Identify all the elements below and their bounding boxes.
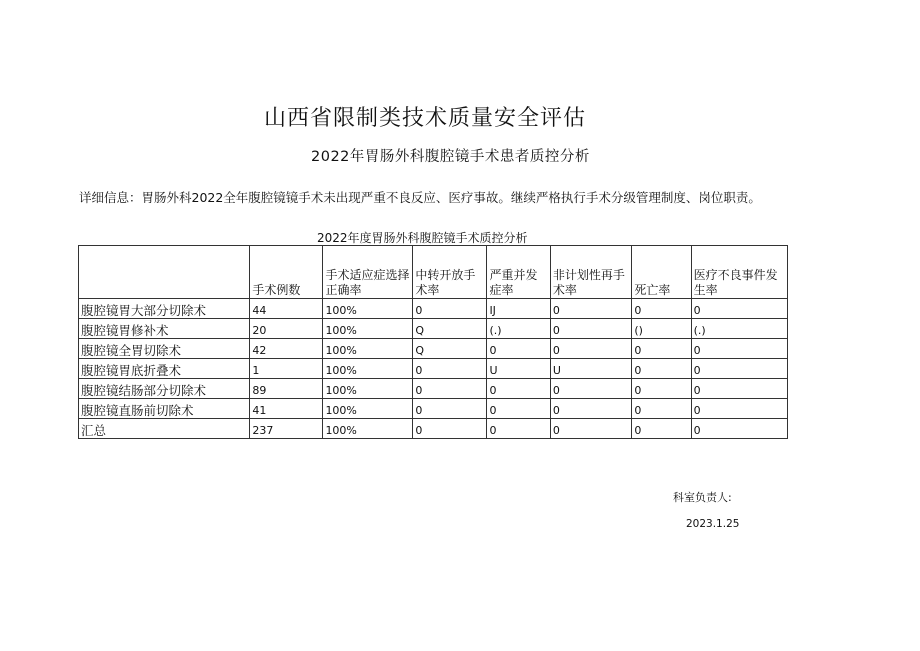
conversion-rate: 0 [413, 379, 487, 399]
conversion-rate: Q [413, 319, 487, 339]
signature-label: 科室负责人: [673, 491, 732, 504]
mortality-rate: () [632, 319, 691, 339]
procedure-name: 腹腔镜直肠前切除术 [79, 399, 250, 419]
reoperation-rate: 0 [550, 419, 631, 439]
adverse-event-rate: 0 [691, 339, 787, 359]
reoperation-rate: 0 [550, 339, 631, 359]
case-count: 44 [250, 299, 323, 319]
procedure-name: 腹腔镜胃底折叠术 [79, 359, 250, 379]
detail-paragraph: 详细信息：胃肠外科2022全年腹腔镜镜手术未出现严重不良反应、医疗事故。继续严格执行手术分级管理制度、岗位职责。 [79, 190, 761, 205]
indication-accuracy: 100% [323, 419, 413, 439]
adverse-event-rate: (.) [691, 319, 787, 339]
case-count: 89 [250, 379, 323, 399]
header-reoperation-rate: 非计划性再手术率 [550, 246, 631, 299]
complication-rate: 0 [487, 419, 550, 439]
conversion-rate: Q [413, 339, 487, 359]
header-procedure [79, 246, 250, 299]
conversion-rate: 0 [413, 399, 487, 419]
mortality-rate: 0 [632, 379, 691, 399]
indication-accuracy: 100% [323, 339, 413, 359]
adverse-event-rate: 0 [691, 419, 787, 439]
mortality-rate: 0 [632, 359, 691, 379]
indication-accuracy: 100% [323, 399, 413, 419]
adverse-event-rate: 0 [691, 399, 787, 419]
case-count: 20 [250, 319, 323, 339]
table-total-row [79, 419, 788, 439]
indication-accuracy: 100% [323, 359, 413, 379]
header-case-count: 手术例数 [250, 246, 323, 299]
procedure-name: 腹腔镜胃修补术 [79, 319, 250, 339]
indication-accuracy: 100% [323, 299, 413, 319]
conversion-rate: 0 [413, 359, 487, 379]
indication-accuracy: 100% [323, 319, 413, 339]
table-row [79, 299, 788, 319]
header-conversion-rate: 中转开放手术率 [413, 246, 487, 299]
complication-rate: U [487, 359, 550, 379]
table-caption: 2022年度胃肠外科腹腔镜手术质控分析 [317, 231, 528, 245]
header-complication-rate: 严重并发症率 [487, 246, 550, 299]
adverse-event-rate: 0 [691, 379, 787, 399]
conversion-rate: 0 [413, 419, 487, 439]
header-indication-accuracy: 手术适应症选择正确率 [323, 246, 413, 299]
table-row [79, 399, 788, 419]
page-subtitle: 2022年胃肠外科腹腔镜手术患者质控分析 [311, 149, 590, 165]
header-adverse-event-rate: 医疗不良事件发生率 [691, 246, 787, 299]
header-mortality-rate: 死亡率 [632, 246, 691, 299]
total-label: 汇总 [79, 419, 250, 439]
table-row [79, 319, 788, 339]
case-count: 1 [250, 359, 323, 379]
table-row [79, 379, 788, 399]
conversion-rate: 0 [413, 299, 487, 319]
mortality-rate: 0 [632, 419, 691, 439]
mortality-rate: 0 [632, 339, 691, 359]
adverse-event-rate: 0 [691, 299, 787, 319]
table-row [79, 359, 788, 379]
reoperation-rate: U [550, 359, 631, 379]
table-header-row [79, 246, 788, 299]
procedure-name: 腹腔镜结肠部分切除术 [79, 379, 250, 399]
mortality-rate: 0 [632, 399, 691, 419]
table-row [79, 339, 788, 359]
mortality-rate: 0 [632, 299, 691, 319]
indication-accuracy: 100% [323, 379, 413, 399]
quality-control-table [78, 245, 788, 439]
complication-rate: 0 [487, 399, 550, 419]
complication-rate: 0 [487, 339, 550, 359]
case-count: 41 [250, 399, 323, 419]
procedure-name: 腹腔镜全胃切除术 [79, 339, 250, 359]
reoperation-rate: 0 [550, 379, 631, 399]
adverse-event-rate: 0 [691, 359, 787, 379]
complication-rate: 0 [487, 379, 550, 399]
procedure-name: 腹腔镜胃大部分切除术 [79, 299, 250, 319]
reoperation-rate: 0 [550, 399, 631, 419]
case-count: 237 [250, 419, 323, 439]
reoperation-rate: 0 [550, 319, 631, 339]
case-count: 42 [250, 339, 323, 359]
complication-rate: (.) [487, 319, 550, 339]
page-title: 山西省限制类技术质量安全评估 [264, 106, 587, 131]
report-date: 2023.1.25 [686, 518, 740, 530]
reoperation-rate: 0 [550, 299, 631, 319]
complication-rate: IJ [487, 299, 550, 319]
